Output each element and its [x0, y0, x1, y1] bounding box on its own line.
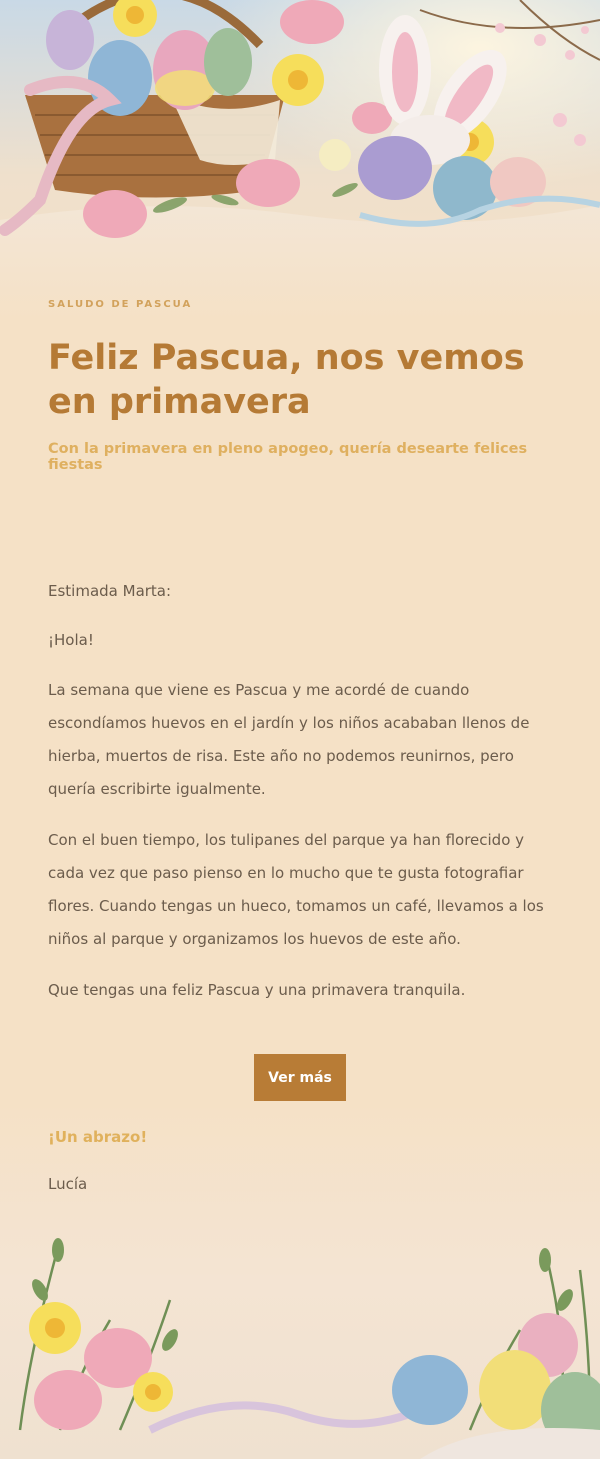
- footer-illustration: [0, 1100, 600, 1459]
- signature: Lucía: [48, 1175, 88, 1193]
- ver-mas-button[interactable]: Ver más: [254, 1054, 346, 1101]
- letter-hello: ¡Hola!: [48, 631, 94, 649]
- subtitle: Con la primavera en pleno apogeo, quería desearte felices fiestas: [48, 441, 528, 473]
- hero-illustration: [0, 0, 600, 320]
- letter-closing: Que tengas una feliz Pascua y una primavera tranquila.: [48, 981, 466, 999]
- letter-paragraph-1: La semana que viene es Pascua y me acordé de cuando escondíamos huevos en el jardín y los niños acababan llenos de hierba, muertos de risa. Este año no podemos reunirnos, pero quería escribirte igualmente.: [48, 681, 530, 798]
- section-kicker: SALUDO DE PASCUA: [48, 299, 193, 310]
- letter-paragraph-2: Con el buen tiempo, los tulipanes del parque ya han florecido y cada vez que paso pienso en lo mucho que te gusta fotografiar flores. Cuando tengas un hueco, tomamos un café, llevamos a los niños al parque y organizamos los huevos de este año.: [48, 831, 544, 948]
- signoff: ¡Un abrazo!: [48, 1128, 148, 1146]
- letter-greeting: Estimada Marta:: [48, 582, 172, 600]
- page-title: Feliz Pascua, nos vemos en primavera: [48, 338, 525, 422]
